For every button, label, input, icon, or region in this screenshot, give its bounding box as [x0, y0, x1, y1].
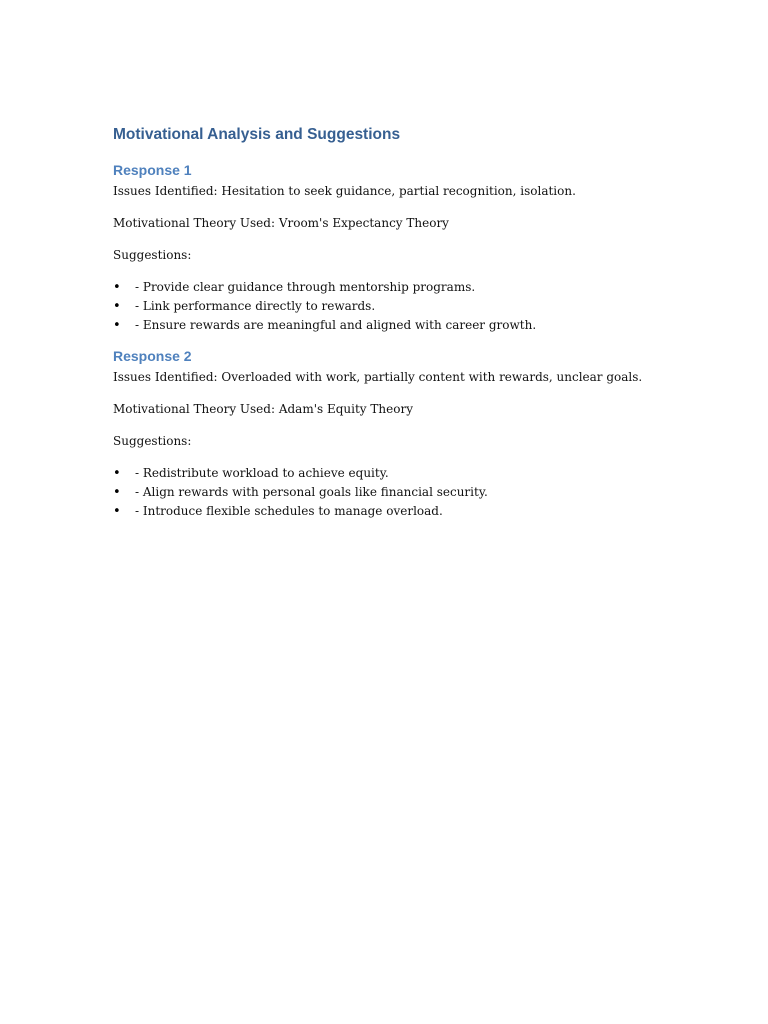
list-item	[113, 502, 673, 521]
response-2-heading: Response 2	[113, 348, 192, 364]
response-1-suggestions-list	[113, 278, 673, 335]
list-item	[113, 278, 673, 297]
bullet-icon: •	[113, 466, 121, 481]
list-item-text: - Provide clear guidance through mentorship programs.	[135, 280, 476, 294]
bullet-icon: •	[113, 299, 121, 314]
bullet-icon: •	[113, 485, 121, 500]
document-page	[113, 125, 673, 533]
list-item	[113, 316, 673, 335]
response-2-suggestions-list	[113, 464, 673, 521]
bullet-icon: •	[113, 318, 121, 333]
document-title: Motivational Analysis and Suggestions	[113, 126, 401, 143]
response-1-heading: Response 1	[113, 162, 192, 178]
list-item-text: - Link performance directly to rewards.	[135, 299, 376, 313]
response-2-section	[113, 347, 673, 521]
bullet-icon: •	[113, 280, 121, 295]
response-1-section	[113, 161, 673, 335]
response-1-issues: Issues Identified: Hesitation to seek guidance, partial recognition, isolation.	[113, 184, 576, 198]
bullet-icon: •	[113, 504, 121, 519]
list-item	[113, 464, 673, 483]
list-item-text: - Redistribute workload to achieve equity.	[135, 466, 389, 480]
list-item-text: - Ensure rewards are meaningful and aligned with career growth.	[135, 318, 537, 332]
response-2-theory: Motivational Theory Used: Adam's Equity Theory	[113, 402, 413, 416]
response-1-suggestions-label: Suggestions:	[113, 248, 192, 262]
list-item-text: - Align rewards with personal goals like financial security.	[135, 485, 488, 499]
list-item-text: - Introduce flexible schedules to manage overload.	[135, 504, 443, 518]
list-item	[113, 483, 673, 502]
response-1-theory: Motivational Theory Used: Vroom's Expectancy Theory	[113, 216, 449, 230]
response-2-suggestions-label: Suggestions:	[113, 434, 192, 448]
list-item	[113, 297, 673, 316]
response-2-issues: Issues Identified: Overloaded with work, partially content with rewards, unclear goals.	[113, 370, 643, 384]
